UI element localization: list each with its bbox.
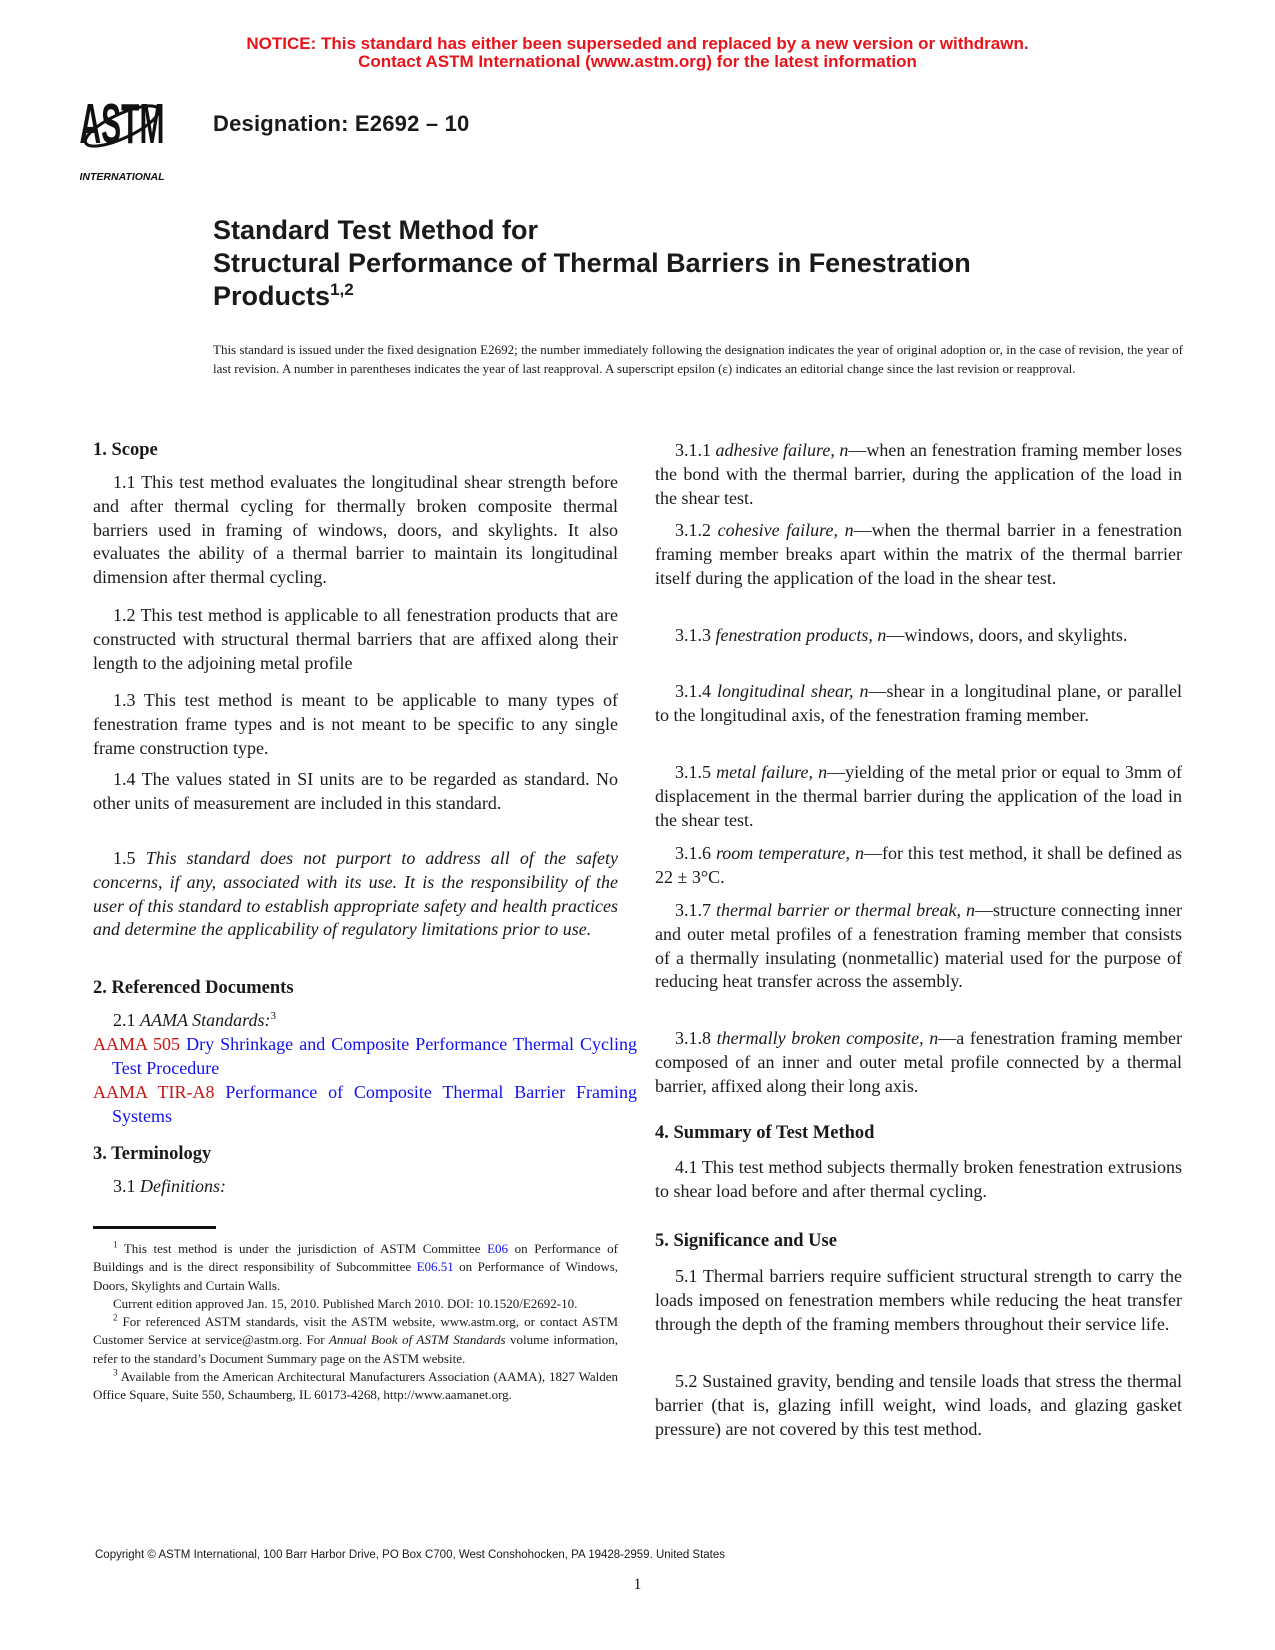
svg-text:ASTM: ASTM (80, 91, 164, 156)
title-footnote-ref[interactable]: 1,2 (330, 280, 354, 299)
definition-3-1-6: 3.1.6 room temperature, n—for this test method, it shall be defined as 22 ± 3°C. (655, 843, 1183, 887)
definition-3-1-2: 3.1.2 cohesive failure, n—when the thermal barrier in a fenestration framing member breaks apart within the matrix of the thermal barrier itself during the application of the load in the shear test. (655, 520, 1183, 588)
footnote-2: $^2$ For referenced ASTM standards, visit the ASTM website, www.astm.org, or contact ASTM Customer Service at service@astm.org. For Annual Book of ASTM Standards volume information, refer to the standard’s Document Summary page on the ASTM website. (93, 1312, 618, 1366)
reference-aama-505[interactable] (93, 1033, 637, 1081)
edition-info: Current edition approved Jan. 15, 2010. Published March 2010. DOI: 10.1520/E2692-10. (113, 1295, 578, 1311)
definition-3-1-5: 3.1.5 metal failure, n—yielding of the metal prior or equal to 3mm of displacement in the thermal barrier during the application of the load in the shear test. (655, 762, 1182, 830)
section-heading-referenced-documents: 2. Referenced Documents (93, 978, 294, 998)
section-heading-scope: 1. Scope (93, 440, 158, 460)
reference-aama-tir-a8[interactable] (93, 1081, 637, 1129)
title-line2: Structural Performance of Thermal Barriers in Fenestration (213, 248, 971, 278)
paragraph-1-5: 1.5 This standard does not purport to address all of the safety concerns, if any, associated with its use. It is the responsibility of the user of this standard to establish appropriate safety and health practices and determine the applicability of regulatory limitations prior to use. (93, 848, 618, 940)
document-title (213, 214, 1173, 313)
title-line3: Products$^{1,2}$ (213, 280, 354, 311)
section-heading-terminology: 3. Terminology (93, 1144, 212, 1164)
designation: Designation: E2692 – 10 (213, 111, 470, 136)
astm-international-logo-icon (80, 86, 164, 184)
reference-code-link[interactable]: AAMA TIR-A8 (93, 1082, 215, 1102)
footnote-ref-3[interactable]: 3 (270, 1010, 276, 1022)
paragraph-1-2: 1.2 This test method is applicable to all fenestration products that are constructed with structural thermal barriers that are affixed along their length to the adjoining metal profile (93, 605, 618, 673)
section-heading-significance: 5. Significance and Use (655, 1231, 837, 1251)
reference-title-link[interactable]: Performance of Composite Thermal Barrier Framing Systems (112, 1082, 638, 1126)
committee-e06-link[interactable]: E06 (487, 1241, 509, 1256)
paragraph-3-1: 3.1 Definitions: (113, 1176, 226, 1196)
paragraph-2-1: 2.1 AAMA Standards:$^3$ (113, 1010, 276, 1030)
paragraph-5-2: 5.2 Sustained gravity, bending and tensile loads that stress the thermal barrier (that is, glazing infill weight, wind loads, and glazing gasket pressure) are not covered by this test method. (655, 1371, 1182, 1439)
definition-3-1-3: 3.1.3 fenestration products, n—windows, doors, and skylights. (675, 625, 1128, 645)
designation-abstract: This standard is issued under the fixed designation E2692; the number immediately following the designation indicates the year of original adoption or, in the case of revision, the year of last revision. A number in parentheses indicates the year of last reapproval. A superscript epsilon (ε) indicates an editorial change since the last revision or reapproval. (213, 342, 1183, 376)
copyright-notice: Copyright © ASTM International, 100 Barr Harbor Drive, PO Box C700, West Conshohocken, PA 19428-2959. United States (95, 1549, 726, 1561)
definition-3-1-4: 3.1.4 longitudinal shear, n—shear in a longitudinal plane, or parallel to the longitudinal axis, of the fenestration framing member. (655, 681, 1182, 725)
subcommittee-e06-51-link[interactable]: E06.51 (416, 1259, 454, 1275)
footnote-3: $^3$ Available from the American Architectural Manufacturers Association (AAMA), 1827 Walden Office Square, Suite 550, Schaumberg, IL 60173-4268, http://www.aamanet.org. (93, 1367, 618, 1403)
paragraph-1-1: 1.1 This test method evaluates the longitudinal shear strength before and after thermal cycling for thermally broken composite thermal barriers used in framing of windows, doors, and skylights. It also evaluates the ability of a thermal barrier to maintain its longitudinal dimension after thermal cycling. (93, 472, 618, 588)
svg-text:INTERNATIONAL: INTERNATIONAL (80, 171, 164, 183)
supersede-notice-line1: NOTICE: This standard has either been superseded and replaced by a new version or withdrawn. (246, 34, 1029, 53)
reference-code-link[interactable]: AAMA 505 (93, 1034, 181, 1054)
footnote-1: $^1$ This test method is under the jurisdiction of ASTM Committee E06 on Performance of Buildings and is the direct responsibility of Subcommittee E06.51 on Performance of Windows, Doors, Skylights and Curtain Walls. Current edition approved Jan. 15, 2010. Published March 2010. DOI: 10.1520/E2692-10. $^2$ For referenced ASTM standards, visit the ASTM website, www.astm.org, or contact ASTM Customer Service at service@astm.org. For Annual Book of ASTM Standards volume information, refer to the standard’s Document Summary page on the ASTM website. $^3$ Available from the American Architectural Manufacturers Association (AAMA), 1827 Walden Office Square, Suite 550, Schaumberg, IL 60173-4268, http://www.aamanet.org. (93, 1240, 618, 1405)
paragraph-5-1: 5.1 Thermal barriers require sufficient structural strength to carry the loads imposed on fenestration members while reducing the heat transfer through the depth of the framing members throughout their service life. (655, 1266, 1182, 1334)
definition-3-1-7: 3.1.7 thermal barrier or thermal break, n—structure connecting inner and outer metal profiles of a fenestration framing member that consists of a thermally insulating (nonmetallic) material used for the purpose of reducing heat transfer across the assembly. (655, 900, 1182, 992)
definition-3-1-8: 3.1.8 thermally broken composite, n—a fenestration framing member composed of an inner and outer metal profile connected by a thermal barrier, affixed along their long axis. (655, 1028, 1182, 1096)
definition-3-1-1: 3.1.1 adhesive failure, n—when an fenestration framing member loses the bond with the thermal barrier, during the application of the load in the shear test. (655, 440, 1182, 508)
footnote-separator (93, 1226, 216, 1229)
reference-title-link[interactable]: Dry Shrinkage and Composite Performance Thermal Cycling Test Procedure (112, 1034, 638, 1078)
title-line1: Standard Test Method for (213, 215, 539, 245)
supersede-notice-line2: Contact ASTM International (www.astm.org) for the latest information (358, 52, 917, 71)
paragraph-4-1: 4.1 This test method subjects thermally broken fenestration extrusions to shear load before and after thermal cycling. (655, 1157, 1182, 1201)
paragraph-1-3: 1.3 This test method is meant to be applicable to many types of fenestration frame types and is not meant to be specific to any single frame construction type. (93, 690, 618, 758)
astm-logo (80, 86, 164, 184)
paragraph-1-4: 1.4 The values stated in SI units are to be regarded as standard. No other units of measurement are included in this standard. (93, 769, 618, 813)
page-number: 1 (633, 1576, 642, 1593)
section-heading-summary: 4. Summary of Test Method (655, 1123, 875, 1143)
